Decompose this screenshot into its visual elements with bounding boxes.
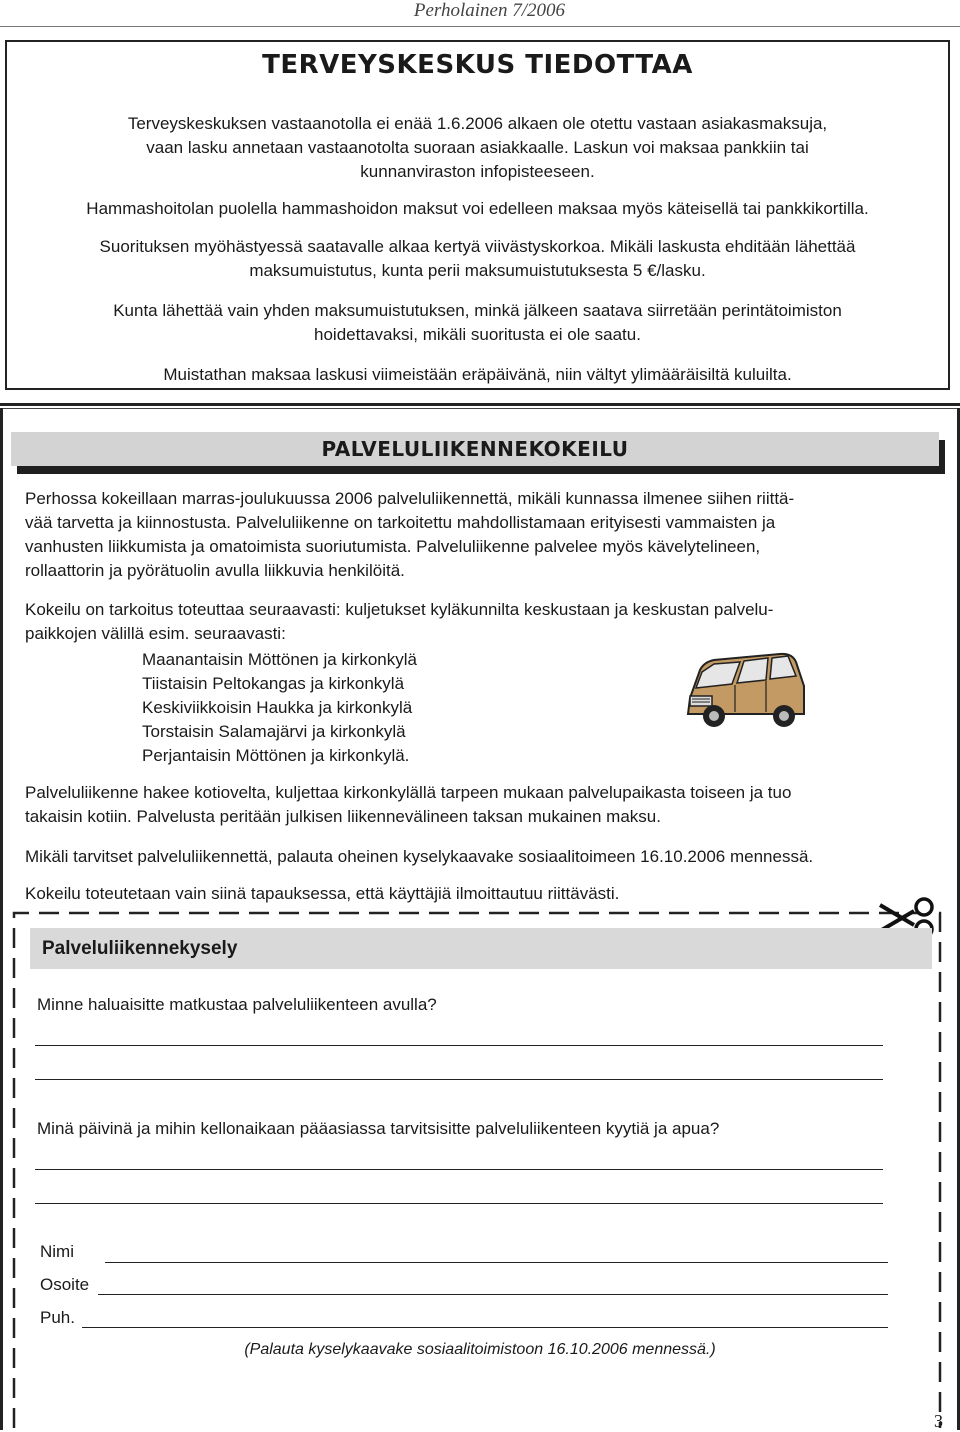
section-divider-thin — [0, 408, 960, 409]
schedule-item: Perjantaisin Möttönen ja kirkonkylä. — [142, 746, 410, 765]
address-field[interactable] — [98, 1294, 888, 1295]
name-field[interactable] — [105, 1262, 888, 1263]
name-label: Nimi — [40, 1242, 74, 1261]
left-border — [0, 408, 3, 1430]
notice-paragraph-5: Muistathan maksaa laskusi viimeistään eräpäivänä, niin vältyt ylimääräisiltä kuluilta. — [163, 365, 792, 384]
survey-question-1: Minne haluaisitte matkustaa palveluliikenteen avulla? — [37, 995, 437, 1014]
page-number: 3 — [934, 1411, 943, 1431]
section-divider — [0, 403, 960, 406]
notice-paragraph-3: Suorituksen myöhästyessä saatavalle alkaa kertyä viivästyskorkoa. Mikäli laskusta ehditään lähettää maksumuistutus, kunta perii maksumuistutuksesta 5 €/lasku. — [99, 237, 856, 280]
publication-header: Perholainen 7/2006 — [413, 0, 565, 21]
answer-line[interactable] — [35, 1203, 883, 1204]
survey-question-2: Minä päivinä ja mihin kellonaikaan pääasiassa tarvitsisitte palveluliikenteen kyytiä ja apua? — [37, 1119, 720, 1138]
article-intro: Perhossa kokeillaan marras-joulukuussa 2006 palveluliikennettä, mikäli kunnassa ilmenee siihen riittä- vää tarvetta ja kiinnostusta. Palveluliikenne on tarkoitettu mahdollistamaan erityisesti vammaisten ja vanhusten liikkumista ja omatoimista suoriutumista. Palveluliikenne palvelee myös kävelytelineen, rollaattorin ja pyörätuolin avulla liikkuvia henkilöitä. — [25, 489, 795, 580]
notice-box — [5, 40, 950, 390]
phone-label: Puh. — [40, 1308, 75, 1327]
schedule-item: Tiistaisin Peltokangas ja kirkonkylä — [142, 674, 405, 693]
answer-line[interactable] — [35, 1045, 883, 1046]
schedule-item: Maanantaisin Möttönen ja kirkonkylä — [142, 650, 417, 669]
answer-line[interactable] — [35, 1079, 883, 1080]
notice-paragraph-4: Kunta lähettää vain yhden maksumuistutuksen, minkä jälkeen saatava siirretään perintätoimiston hoidettavaksi, mikäli suoritusta ei ole saatu. — [113, 301, 842, 344]
answer-line[interactable] — [35, 1169, 883, 1170]
phone-field[interactable] — [82, 1327, 888, 1328]
article-request: Mikäli tarvitset palveluliikennettä, palauta oheinen kyselykaavake sosiaalitoimeen 16.10.2006 mennessä. — [25, 847, 814, 866]
header-rule — [0, 26, 960, 27]
van-illustration — [680, 640, 810, 740]
notice-paragraph-1: Terveyskeskuksen vastaanotolla ei enää 1.6.2006 alkaen ole otettu vastaan asiakasmaksuja, vaan lasku annetaan vastaanotolta suoraan asiakkaalle. Laskun voi maksaa pankkiin tai kunnanviraston infopisteeseen. — [127, 114, 828, 181]
schedule-item: Keskiviikkoisin Haukka ja kirkonkylä — [142, 698, 413, 717]
article-pickup: Palveluliikenne hakee kotiovelta, kuljettaa kirkonkylällä tarpeen mukaan palvelupaikasta toiseen ja tuo takaisin kotiin. Palvelusta peritään julkisen liikennevälineen taksan mukainen maksu. — [25, 783, 792, 826]
notice-paragraph-2: Hammashoitolan puolella hammashoidon maksut voi edelleen maksaa myös käteisellä tai pankkikortilla. — [86, 199, 869, 218]
return-note: (Palauta kyselykaavake sosiaalitoimistoon 16.10.2006 mennessä.) — [244, 1341, 716, 1358]
article-title: PALVELULIIKENNEKOKEILU — [11, 432, 939, 466]
schedule-item: Torstaisin Salamajärvi ja kirkonkylä — [142, 722, 406, 741]
schedule-list — [142, 648, 417, 768]
survey-title: Palveluliikennekysely — [30, 928, 932, 969]
notice-title: TERVEYSKESKUS TIEDOTTAA — [262, 50, 693, 80]
article-condition: Kokeilu toteutetaan vain siinä tapauksessa, että käyttäjiä ilmoittautuu riittävästi. — [25, 884, 620, 903]
address-label: Osoite — [40, 1275, 90, 1294]
article-plan: Kokeilu on tarkoitus toteuttaa seuraavasti: kuljetukset kyläkunnilta keskustaan ja keskustan palvelu- paikkojen välillä esim. seuraavasti: — [25, 600, 774, 643]
